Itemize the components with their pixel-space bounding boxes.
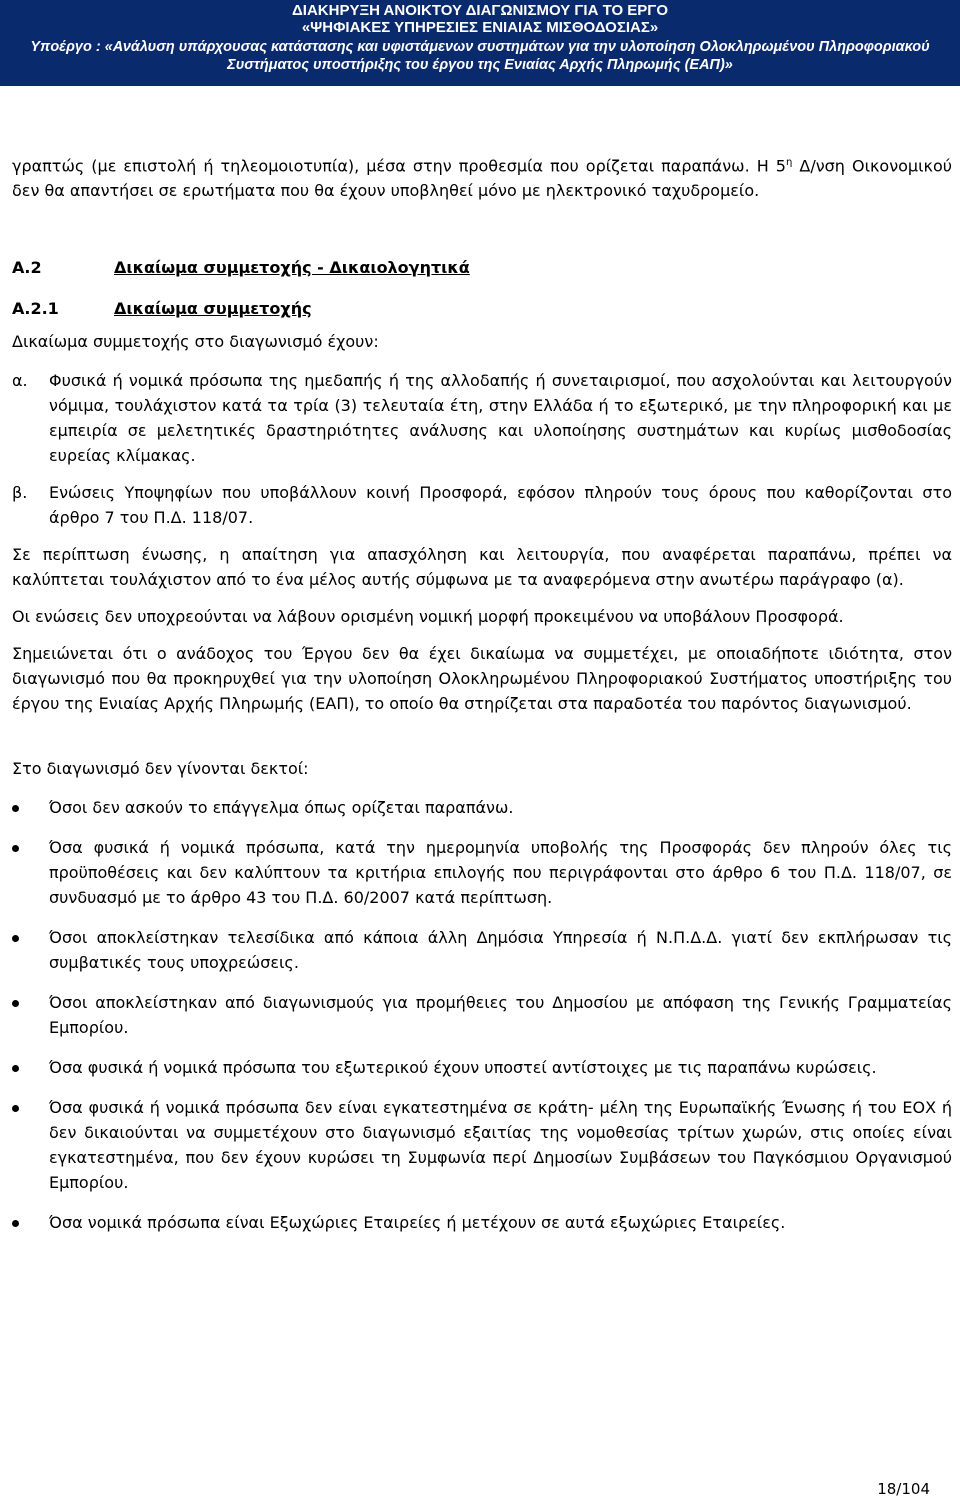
list-item-text: Όσοι δεν ασκούν το επάγγελμα όπως ορίζεται παραπάνω. [49,798,514,818]
joint-venture-paragraph: Σε περίπτωση ένωσης, η απαίτηση για απασχόληση και λειτουργία, που αναφέρεται παραπάνω, πρέπει να καλύπτεται τουλάχιστον από το ένα μέλος αυτής σύμφωνα με τα αναφερόμενα στην ανωτέρω παράγραφο (α). [12,545,952,590]
page-number: 18/104 [877,1480,930,1498]
section-a21-heading [12,296,952,321]
list-item-text: Όσα φυσικά ή νομικά πρόσωπα του εξωτερικού έχουν υποστεί αντίστοιχες με τις παραπάνω κυρώσεις. [49,1058,877,1078]
header-line-2: «ΨΗΦΙΑΚΕΣ ΥΠΗΡΕΣΙΕΣ ΕΝΙΑΙΑΣ ΜΙΣΘΟΔΟΣΙΑΣ» [301,19,659,36]
bullet-icon [12,1105,19,1112]
list-item [12,925,952,975]
bullet-icon [12,1220,19,1227]
list-item [12,990,952,1040]
bullet-icon [12,1065,19,1072]
list-item-text: Όσα φυσικά ή νομικά πρόσωπα δεν είναι εγκατεστημένα σε κράτη- μέλη της Ευρωπαϊκής Ένωσης ή του ΕΟΧ ή δεν δικαιούνται να συμμετέχουν στο διαγωνισμό εξαιτίας της νομοθεσίας τρίτων χωρών, στις οποίες είναι εγκατεστημένα, που δεν έχουν κυρώσει τη Συμφωνία περί Δημοσίων Συμβάσεων του Παγκόσμιου Οργανισμού Εμπορίου. [49,1098,952,1193]
excluded-heading: Στο διαγωνισμό δεν γίνονται δεκτοί: [12,759,309,779]
section-a2-number: Α.2 [12,258,42,278]
intro-text: γραπτώς (με επιστολή ή τηλεομοιοτυπία), μέσα στην προθεσμία που ορίζεται παραπάνω. Η 5 [12,156,786,176]
eligibility-item-b [12,480,952,530]
list-item [12,1210,952,1235]
excluded-list [12,795,952,1235]
bullet-icon [12,935,19,942]
eligibility-intro: Δικαίωμα συμμετοχής στο διαγωνισμό έχουν: [12,332,379,352]
section-a2-title: Δικαίωμα συμμετοχής - Δικαιολογητικά [114,258,470,278]
list-item [12,835,952,910]
bullet-icon [12,805,19,812]
list-item-text: Όσα νομικά πρόσωπα είναι Εξωχώριες Εταιρείες ή μετέχουν σε αυτά εξωχώριες Εταιρείες. [49,1213,786,1233]
item-text: Ενώσεις Υποψηφίων που υποβάλλουν κοινή Προσφορά, εφόσον πληρούν τους όρους που καθορίζονται στο άρθρο 7 του Π.Δ. 118/07. [49,483,952,528]
list-item [12,795,952,820]
item-text: Φυσικά ή νομικά πρόσωπα της ημεδαπής ή της αλλοδαπής ή συνεταιρισμοί, που ασχολούνται και λειτουργούν νόμιμα, τουλάχιστον κατά τα τρία (3) τελευταία έτη, στην Ελλάδα ή το εξωτερικό, με την πληροφορική και με εμπειρία σε μελετητικές δραστηριότητες ανάλυσης και υλοποίησης συστημάτων και κυρίως μισθοδοσίας ευρείας κλίμακας. [49,371,952,466]
section-a21-title: Δικαίωμα συμμετοχής [114,299,312,319]
list-item-text: Όσα φυσικά ή νομικά πρόσωπα, κατά την ημερομηνία υποβολής της Προσφοράς δεν πληρούν όλες τις προϋποθέσεις και δεν καλύπτουν τα κριτήρια επιλογής που περιγράφονται στο άρθρο 6 του Π.Δ. 118/07, σε συνδυασμό με το άρθρο 43 του Π.Δ. 60/2007 κατά περίπτωση. [49,838,952,908]
section-a21-number: Α.2.1 [12,299,59,319]
legal-form-paragraph: Οι ενώσεις δεν υποχρεούνται να λάβουν ορισμένη νομική μορφή προκειμένου να υποβάλουν Προσφορά. [12,607,844,627]
document-header [0,0,960,86]
bullet-icon [12,1000,19,1007]
header-line-1: ΔΙΑΚΗΡΥΞΗ ΑΝΟΙΚΤΟΥ ΔΙΑΓΩΝΙΣΜΟΥ ΓΙΑ ΤΟ ΕΡΓΟ [292,2,668,19]
document-body [12,150,952,1250]
header-line-3: Υποέργο : «Ανάλυση υπάρχουσας κατάστασης και υφιστάμενων συστημάτων για την υλοποίηση Ολοκληρωμένου Πληροφοριακού [30,39,930,55]
header-line-4: Συστήματος υποστήριξης του έργου της Ενιαίας Αρχής Πληρωμής (ΕΑΠ)» [227,57,733,73]
bullet-icon [12,845,19,852]
eligibility-item-a [12,368,952,468]
list-item [12,1055,952,1080]
list-item-text: Όσοι αποκλείστηκαν τελεσίδικα από κάποια άλλη Δημόσια Υπηρεσία ή Ν.Π.Δ.Δ. γιατί δεν εκπλήρωσαν τις συμβατικές τους υποχρεώσεις. [49,928,952,973]
section-a2-heading [12,255,952,280]
list-item [12,1095,952,1195]
intro-paragraph [12,150,952,203]
item-marker: α. [12,371,28,391]
intro-superscript: η [785,157,793,168]
contractor-restriction-paragraph: Σημειώνεται ότι ο ανάδοχος του Έργου δεν θα έχει δικαίωμα να συμμετέχει, με οποιαδήποτε ιδιότητα, στον διαγωνισμό που θα προκηρυχθεί για την υλοποίηση Ολοκληρωμένου Πληροφοριακού Συστήματος υποστήριξης του έργου της Ενιαίας Αρχής Πληρωμής (ΕΑΠ), το οποίο θα στηρίζεται στα παραδοτέα του παρόντος διαγωνισμού. [12,644,952,714]
list-item-text: Όσοι αποκλείστηκαν από διαγωνισμούς για προμήθειες του Δημοσίου με απόφαση της Γενικής Γραμματείας Εμπορίου. [49,993,952,1038]
intro-rest: Δ/νση Οικονομικού δεν θα απαντήσει σε ερωτήματα που θα έχουν υποβληθεί μόνο με ηλεκτρονικό ταχυδρομείο. [12,156,952,201]
item-marker: β. [12,483,28,503]
